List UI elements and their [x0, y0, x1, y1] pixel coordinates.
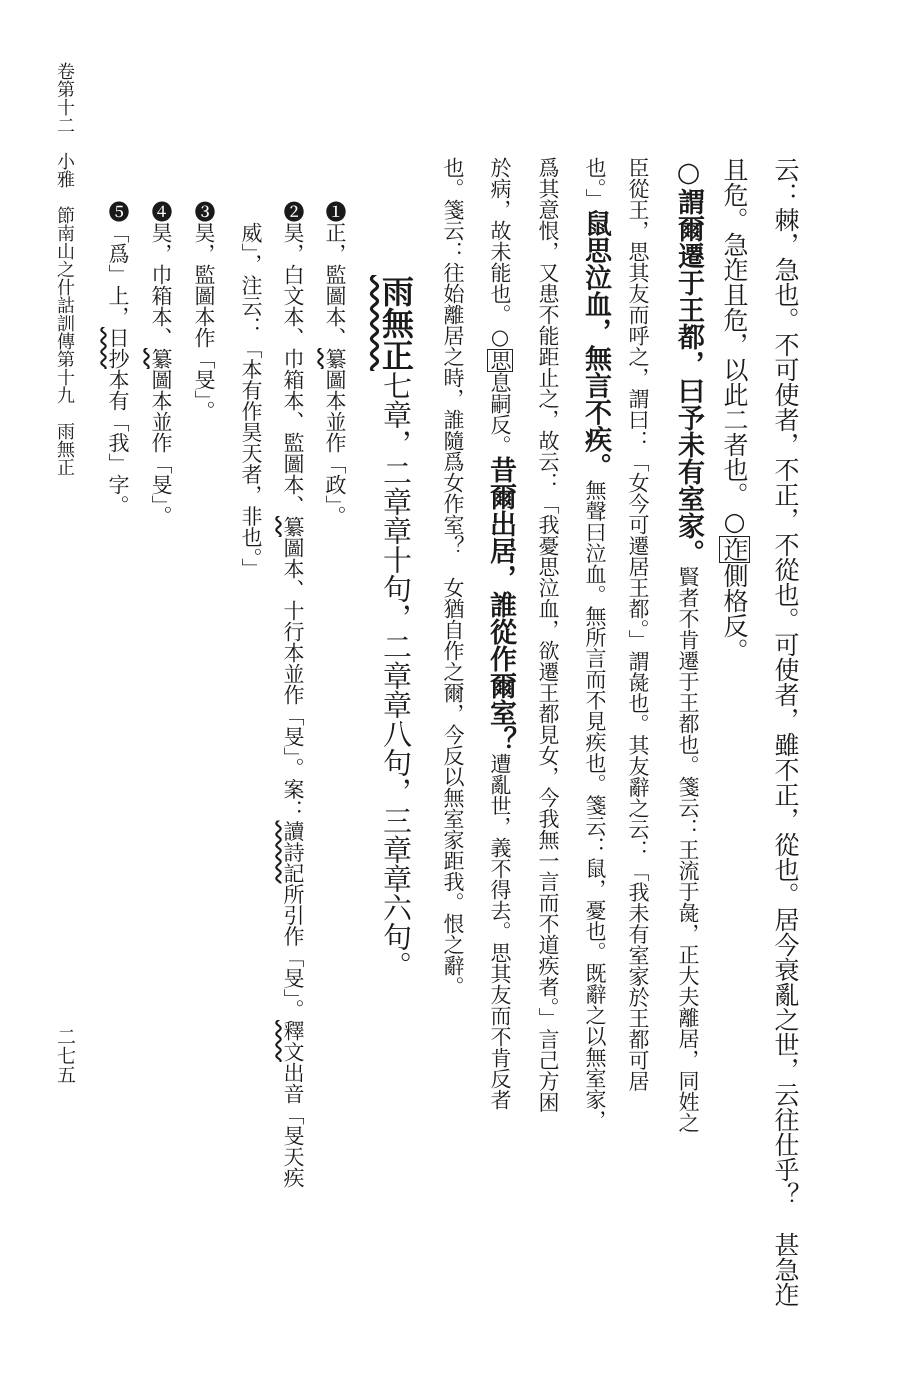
text-column-3 — [675, 157, 702, 1133]
book-title-mark: 纂 — [149, 348, 173, 369]
text-column-7 — [487, 157, 514, 1110]
note-column-2 — [282, 201, 303, 1188]
commentary-text: 息嗣反。 — [488, 372, 512, 456]
book-title-mark: 纂 — [281, 516, 305, 537]
text-segment: 云：棘，急也。不可使者，不正，不從也。可使者，雖不正，從也。居今衰亂之世，云往仕乎？ 甚急迮 — [771, 157, 800, 1307]
note-text: 本有「我」字。 — [106, 369, 130, 516]
commentary-text: 也。」 — [583, 157, 607, 210]
note-text: 出音「旻天疾 — [281, 1062, 305, 1188]
commentary-text: 臣從王，思其友而呼之，謂曰：「女今可遷居王都。」謂彘也。其友辭之云：「我未有室家於王都可居 — [626, 157, 650, 1092]
verse-text: 昔爾出居，誰從作爾室？ — [485, 456, 516, 753]
text-column-4 — [626, 157, 651, 1092]
note-text: 所引作「旻」。 — [281, 883, 305, 1020]
text-column-2 — [722, 157, 747, 663]
book-title-mark: 纂 — [323, 348, 347, 369]
book-title-mark: 讀詩記 — [281, 820, 305, 884]
poem-title: 雨無正 — [377, 275, 415, 371]
text-column-6 — [536, 157, 561, 1113]
commentary-text: 爲其意恨，又患不能距止之，故云：「我憂思泣血，欲遷王都見女，今我無一言而不道疾者。」言己方困 — [536, 157, 560, 1113]
note-text: ❸昊，監圖本作「旻」。 — [192, 201, 216, 422]
note-column-3 — [240, 222, 261, 579]
book-title-mark: 日抄 — [106, 327, 130, 369]
text-segment: 側格反。 — [720, 563, 749, 663]
note-text: 圖本、十行本並作「旻」。案： — [281, 537, 305, 821]
text-column-8 — [441, 157, 466, 997]
page-number: 二七五 — [54, 1027, 76, 1084]
commentary-text: 也。箋云：往始離居之時，誰隨爲女作室？ 女猶自作之爾，今反以無室家距我。恨之辭。 — [441, 157, 465, 997]
note-column-4 — [193, 201, 214, 422]
note-column-5 — [150, 201, 171, 527]
note-text: ❶正，監圖本、 — [323, 201, 347, 348]
book-title-mark: 釋文 — [281, 1020, 305, 1062]
boxed-character: 迮 — [720, 537, 749, 562]
note-column-1 — [324, 201, 345, 527]
verse-text: 鼠思泣血，無言不疾。 — [580, 209, 611, 480]
note-column-6 — [107, 201, 128, 516]
text-segment: 且危。急迮且危，以此二者也。○ — [720, 157, 749, 536]
note-text: 圖本並作「旻」。 — [149, 369, 173, 527]
note-text: ❷昊，白文本、巾箱本、監圖本、 — [281, 201, 305, 516]
note-text: 圖本並作「政」。 — [323, 369, 347, 527]
note-text: ❹昊，巾箱本、 — [149, 201, 173, 348]
commentary-text: 遭亂世，義不得去。思其友而不肯反者 — [488, 753, 512, 1110]
note-text: ❺「爲」上， — [106, 201, 130, 327]
poem-chapter-count: 七章，二章章十句，二章章八句，三章章六句。 — [379, 371, 413, 980]
poem-summary-heading — [377, 275, 415, 980]
running-footer: 卷第十二 小雅 節南山之什詁訓傳第十九 雨無正 — [54, 62, 75, 476]
commentary-text: 無聲曰泣血。無所言而不見疾也。箋云：鼠，憂也。既辭之以無室家， — [583, 479, 607, 1131]
verse-text: ○謂爾遷于王都，曰予未有室家。 — [673, 157, 704, 566]
note-text: 威」，注云：「本有作昊天者，非也。」 — [239, 222, 263, 579]
boxed-character: 思 — [488, 350, 512, 371]
text-column-5 — [582, 157, 609, 1131]
commentary-text: 賢者不肯遷于王都也。箋云：王流于彘，正大夫離居，同姓之 — [676, 566, 700, 1133]
text-column-1 — [773, 157, 798, 1307]
commentary-text: 於病，故未能也。○ — [488, 157, 512, 349]
